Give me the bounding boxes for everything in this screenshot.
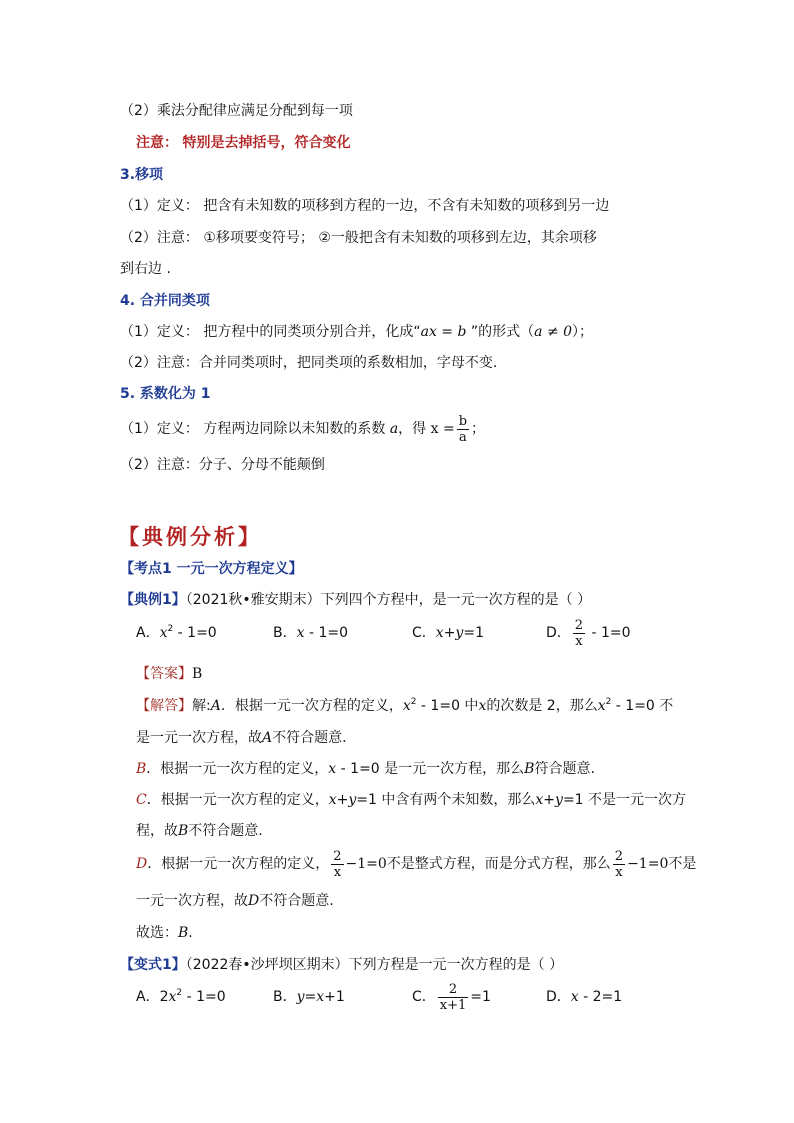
note-label: 注意：: [136, 135, 178, 151]
sol-c-text2: =1 中含有两个未知数，那么: [356, 792, 536, 808]
var1-opt-c-prefix: C．: [412, 989, 436, 1005]
s5-fraction: [457, 414, 469, 445]
var1-opt-a-sup: 2: [176, 988, 183, 998]
sol-b-var: B: [136, 761, 147, 777]
sol-d-eq: −1=0: [345, 856, 387, 872]
ex1-opt-c-rest: =1: [463, 625, 484, 641]
sol-a-line2-var: A: [262, 730, 273, 746]
sol-b-var2: B: [524, 761, 535, 777]
sol-c-line2-var: B: [178, 823, 189, 839]
answer-value: B: [192, 666, 203, 682]
sol-a-line2-text: 是一元一次方程，故: [136, 730, 262, 746]
ex1-opt-a-prefix: A．: [136, 625, 160, 641]
rule-2-text: （2）乘法分配律应满足分配到每一项: [120, 103, 353, 119]
sol-d-frac-den: x: [333, 864, 342, 880]
var1-opt-c-fraction: [438, 982, 469, 1013]
ex1-option-d: [546, 614, 631, 652]
ex1-opt-b-rest: - 1=0: [304, 625, 349, 641]
variant-1-question: [120, 955, 563, 975]
s5-def-x: x =: [430, 421, 455, 437]
ex1-opt-d-prefix: D．: [546, 625, 571, 641]
solution-line-b: [136, 759, 595, 779]
sol-d-frac-num2: 2: [614, 848, 624, 864]
solution-choose: [136, 923, 193, 943]
s4-def-text-a: （1）定义： 把方程中的同类项分别合并，化成“: [120, 324, 421, 340]
section-3-note-line1: （2）注意： ①移项要变符号； ②一般把含有未知数的项移到左边，其余项移: [120, 230, 597, 246]
s5-def-end: ；: [471, 421, 486, 437]
example-1-label: 【典例1】: [120, 592, 186, 608]
var1-opt-c-rest: =1: [470, 989, 491, 1005]
s4-def-condition: a ≠ 0: [534, 324, 573, 340]
ex1-option-b: [273, 622, 348, 644]
ex1-opt-c-plus: +: [443, 625, 456, 641]
analysis-title: 【典例分析】: [118, 524, 262, 549]
choose-value: B: [178, 925, 189, 941]
sol-d-frac-num: 2: [333, 848, 342, 864]
var1-opt-b-rest: +1: [324, 989, 345, 1005]
var1-opt-a-rest: - 1=0: [182, 989, 226, 1005]
ex1-opt-d-num: 2: [574, 617, 584, 633]
sol-d-frac-den2: x: [615, 864, 623, 880]
ex1-opt-d-den: x: [575, 633, 583, 649]
s4-def-text-b: ”的形式（: [466, 324, 535, 340]
sol-d-text3: 不是: [668, 856, 697, 872]
sol-a-x3: x: [597, 698, 606, 714]
var1-opt-b-x: x: [316, 989, 325, 1005]
s5-def-var: a: [389, 421, 399, 437]
sol-b-x: x: [328, 761, 337, 777]
sol-a-eq2: - 1=0 不: [611, 698, 674, 714]
sol-a-sup2: 2: [605, 697, 612, 707]
sol-c-x2: x: [535, 792, 544, 808]
var1-opt-a-prefix: A．2: [136, 989, 169, 1005]
solution-line-a2: [136, 728, 347, 748]
sol-d-line2-end: 不符合题意.: [259, 893, 334, 909]
example-1-source: （2021秋•雅安期末）下列四个方程中，是一元一次方程的是（ ）: [185, 592, 592, 608]
sol-a-text: ．根据一元一次方程的定义，: [220, 698, 403, 714]
sol-d-fraction2: [613, 849, 625, 880]
var1-opt-b-eq: =: [304, 989, 317, 1005]
var1-option-b: [273, 986, 345, 1008]
solution-line-c2: [136, 821, 263, 841]
solution-label: 【解答】: [136, 698, 192, 714]
s5-def-text-b: ，得: [398, 421, 427, 437]
var1-opt-c-num: 2: [438, 982, 469, 998]
ex1-opt-c-x: x: [435, 625, 444, 641]
var1-opt-b-prefix: B．: [273, 989, 297, 1005]
solution-line-d2: [136, 891, 334, 911]
ex1-opt-d-fraction: [573, 618, 585, 649]
section-3-note-line2: 到右边 .: [120, 261, 171, 277]
sol-c-y2: y: [555, 792, 563, 808]
s4-def-equation: ax = b: [420, 324, 467, 340]
note-line: [136, 133, 350, 153]
note-text: 特别是去掉括号，符合变化: [182, 135, 351, 151]
sol-c-line2-end: 不符合题意.: [188, 823, 263, 839]
sol-c-plus2: +: [543, 792, 556, 808]
solution-line-d1: [136, 846, 696, 882]
example-1-question: [120, 590, 591, 610]
s5-frac-den: a: [458, 429, 467, 445]
variant-1-source: （2022春•沙坪坝区期末）下列方程是一元一次方程的是（ ）: [185, 957, 564, 973]
sol-d-fraction: [331, 849, 343, 880]
variant-1-label: 【变式1】: [120, 957, 186, 973]
sol-b-eq: - 1=0 是一元一次方程，那么: [336, 761, 525, 777]
ex1-option-c: [412, 622, 484, 644]
var1-opt-d-rest: - 2=1: [578, 989, 623, 1005]
sol-b-text: ．根据一元一次方程的定义，: [146, 761, 329, 777]
sol-a-line2-end: 不符合题意.: [272, 730, 347, 746]
var1-opt-b-y: y: [296, 989, 305, 1005]
section-4-definition: [120, 322, 593, 342]
sol-d-eq2: −1=0: [627, 856, 669, 872]
answer-label: 【答案】: [136, 666, 192, 682]
sol-a-eq: - 1=0 中: [416, 698, 479, 714]
sol-d-line2-var: D: [248, 893, 260, 909]
sol-a-sup: 2: [410, 697, 417, 707]
sol-b-end: 符合题意.: [534, 761, 595, 777]
section-4-note: （2）注意：合并同类项时，把同类项的系数相加，字母不变.: [120, 355, 498, 371]
sol-c-text: ．根据一元一次方程的定义，: [146, 792, 329, 808]
sol-c-var: C: [136, 792, 147, 808]
ex1-opt-c-y: y: [455, 625, 464, 641]
section-3-definition: （1）定义： 把含有未知数的项移到方程的一边，不含有未知数的项移到另一边: [120, 198, 610, 214]
sol-d-var: D: [136, 856, 148, 872]
ex1-answer: [136, 664, 202, 684]
ex1-opt-b-x: x: [296, 625, 305, 641]
ex1-opt-a-x: x: [159, 625, 168, 641]
section-5-note: （2）注意：分子、分母不能颠倒: [120, 457, 325, 473]
var1-opt-d-x: x: [570, 989, 579, 1005]
solution-line-a1: [136, 696, 673, 716]
sol-c-plus: +: [336, 792, 349, 808]
sol-a-text2: 的次数是 2，那么: [486, 698, 598, 714]
sol-d-text: ．根据一元一次方程的定义，: [147, 856, 330, 872]
key-point-1: 【考点1 一元一次方程定义】: [120, 561, 303, 577]
section-3-title: 3.移项: [120, 167, 164, 183]
var1-option-a: [136, 986, 226, 1008]
sol-a-x2: x: [478, 698, 487, 714]
sol-c-line2-text: 程，故: [136, 823, 178, 839]
sol-d-line2-text: 一元一次方程，故: [136, 893, 248, 909]
section-4-title: 4. 合并同类项: [120, 293, 210, 309]
solution-line-c1: [136, 790, 686, 810]
s5-frac-num: b: [458, 413, 468, 429]
sol-c-text3: =1 不是一元一次方: [562, 792, 687, 808]
var1-option-d: [546, 986, 622, 1008]
sol-c-y: y: [348, 792, 357, 808]
ex1-opt-a-sup: 2: [167, 624, 174, 634]
var1-opt-c-den: x+1: [439, 997, 467, 1013]
ex1-opt-b-prefix: B．: [273, 625, 297, 641]
ex1-opt-c-prefix: C．: [412, 625, 436, 641]
section-5-definition: [120, 412, 485, 446]
ex1-option-a: [136, 622, 217, 644]
s4-def-text-c: ）；: [572, 324, 594, 340]
choose-label: 故选：: [136, 925, 178, 941]
var1-opt-a-x: x: [168, 989, 177, 1005]
s5-def-text-a: （1）定义： 方程两边同除以未知数的系数: [120, 421, 386, 437]
sol-c-x: x: [328, 792, 337, 808]
var1-opt-d-prefix: D．: [546, 989, 571, 1005]
sol-d-text2: 不是整式方程，而是分式方程，那么: [386, 856, 611, 872]
sol-a-var: A: [210, 698, 221, 714]
ex1-opt-d-rest: - 1=0: [587, 625, 631, 641]
solution-intro: 解:: [192, 698, 211, 714]
choose-end: .: [188, 925, 193, 941]
section-5-title: 5. 系数化为 1: [120, 386, 211, 402]
sol-a-x: x: [402, 698, 411, 714]
ex1-opt-a-rest: - 1=0: [173, 625, 217, 641]
var1-option-c: [412, 978, 491, 1016]
